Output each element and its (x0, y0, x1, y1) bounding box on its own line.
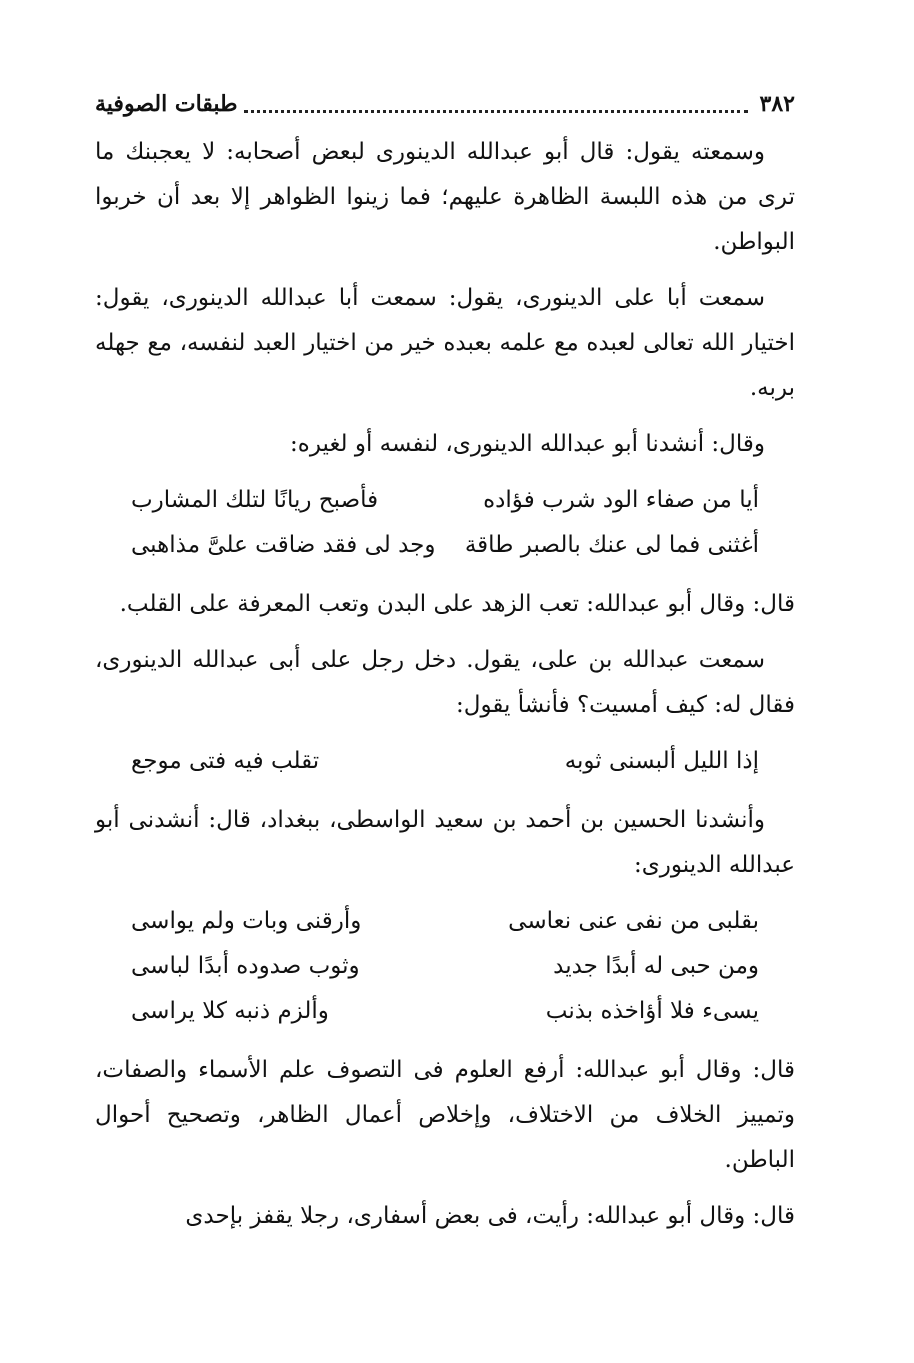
verse-first-hemistich: يسىء فلا أؤاخذه بذنب (545, 998, 759, 1024)
verse-line (95, 899, 795, 944)
paragraph: وأنشدنا الحسين بن أحمد بن سعيد الواسطى، ببغداد، قال: أنشدنى أبو عبدالله الدينورى: (95, 807, 795, 878)
verse-second-hemistich: تقلب فيه فتى موجع (131, 748, 320, 774)
poem-verses (95, 899, 795, 1034)
verse-line (95, 739, 795, 784)
verse-first-hemistich: ومن حبى له أبدًا جديد (553, 953, 759, 979)
page-number: ٣٨٢ (759, 91, 795, 117)
poem-verses (95, 739, 795, 784)
paragraph: سمعت أبا على الدينورى، يقول: سمعت أبا عبدالله الدينورى، يقول: اختيار الله تعالى لعبده مع علمه بعبده خير من اختيار العبد لنفسه، مع جهله بربه. (95, 285, 795, 401)
paragraph: وقال: أنشدنا أبو عبدالله الدينورى، لنفسه أو لغيره: (290, 431, 765, 457)
verse-first-hemistich: أيا من صفاء الود شرب فؤاده (483, 487, 759, 513)
verse-second-hemistich: فأصبح ريانًا لتلك المشارب (131, 487, 379, 513)
verse-second-hemistich: وجد لى فقد ضاقت علىَّ مذاهبى (131, 532, 436, 558)
verse-line (95, 944, 795, 989)
page-body (95, 130, 795, 1250)
verse-line (95, 478, 795, 523)
running-header (95, 88, 795, 120)
paragraph: وسمعته يقول: قال أبو عبدالله الدينورى لبعض أصحابه: لا يعجبنك ما ترى من هذه اللبسة الظاهرة عليهم؛ فما زينوا الظواهر إلا بعد أن خربوا البواطن. (95, 139, 795, 255)
header-dot-leader (244, 96, 748, 113)
verse-second-hemistich: وأرقنى وبات ولم يواسى (131, 908, 362, 934)
verse-line (95, 989, 795, 1034)
book-page (95, 60, 795, 1340)
poem-verses (95, 478, 795, 568)
verse-line (95, 523, 795, 568)
verse-second-hemistich: وثوب صدوده أبدًا لباسى (131, 953, 360, 979)
paragraph: قال: وقال أبو عبدالله: تعب الزهد على البدن وتعب المعرفة على القلب. (119, 591, 795, 617)
verse-first-hemistich: بقلبى من نفى عنى نعاسى (508, 908, 759, 934)
paragraph: قال: وقال أبو عبدالله: رأيت، فى بعض أسفارى، رجلا يقفز بإحدى (185, 1203, 795, 1229)
verse-first-hemistich: إذا الليل ألبسنى ثوبه (564, 748, 759, 774)
book-title: طبقات الصوفية (95, 91, 238, 117)
verse-first-hemistich: أغثنى فما لى عنك بالصبر طاقة (464, 532, 759, 558)
verse-second-hemistich: وألزم ذنبه كلا يراسى (131, 998, 329, 1024)
paragraph: قال: وقال أبو عبدالله: أرفع العلوم فى التصوف علم الأسماء والصفات، وتمييز الخلاف من الاختلاف، وإخلاص أعمال الظاهر، وتصحيح أحوال الباطن. (95, 1057, 795, 1173)
paragraph: سمعت عبدالله بن على، يقول. دخل رجل على أبى عبدالله الدينورى، فقال له: كيف أمسيت؟ فأنشأ يقول: (95, 647, 795, 718)
